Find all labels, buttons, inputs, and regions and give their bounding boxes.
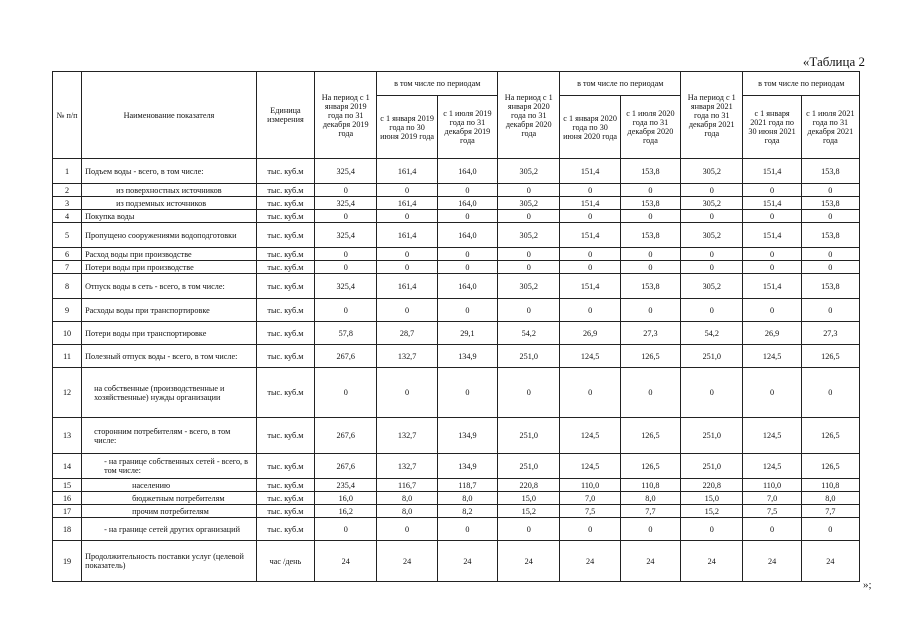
- value-cell: 325,4: [315, 274, 377, 299]
- value-cell: 24: [437, 541, 497, 582]
- value-cell: 0: [681, 210, 743, 223]
- value-cell: 7,0: [743, 492, 801, 505]
- table-row: [53, 345, 860, 368]
- unit-cell: тыс. куб.м: [256, 418, 314, 454]
- closing-quote: »;: [863, 579, 872, 591]
- value-cell: 0: [315, 368, 377, 418]
- value-cell: 132,7: [377, 345, 437, 368]
- table-body: [53, 159, 860, 582]
- table-row: [53, 159, 860, 184]
- indicator-name-cell: - на границе сетей других организаций: [82, 518, 257, 541]
- header-2019-h1: с 1 января 2019 года по 30 июня 2019 года: [377, 96, 437, 159]
- unit-cell: тыс. куб.м: [256, 184, 314, 197]
- value-cell: 151,4: [743, 197, 801, 210]
- value-cell: 251,0: [681, 418, 743, 454]
- value-cell: 0: [315, 299, 377, 322]
- value-cell: 153,8: [620, 159, 680, 184]
- row-number-cell: 3: [53, 197, 82, 210]
- value-cell: 305,2: [498, 159, 560, 184]
- value-cell: 153,8: [801, 159, 859, 184]
- value-cell: 118,7: [437, 479, 497, 492]
- row-number-cell: 2: [53, 184, 82, 197]
- value-cell: 0: [315, 261, 377, 274]
- row-number-cell: 8: [53, 274, 82, 299]
- value-cell: 126,5: [620, 418, 680, 454]
- unit-cell: тыс. куб.м: [256, 322, 314, 345]
- row-number-cell: 13: [53, 418, 82, 454]
- value-cell: 0: [801, 248, 859, 261]
- value-cell: 7,7: [801, 505, 859, 518]
- value-cell: 8,0: [377, 492, 437, 505]
- value-cell: 0: [437, 518, 497, 541]
- value-cell: 24: [498, 541, 560, 582]
- value-cell: 267,6: [315, 345, 377, 368]
- value-cell: 8,0: [377, 505, 437, 518]
- value-cell: 8,2: [437, 505, 497, 518]
- value-cell: 0: [498, 184, 560, 197]
- value-cell: 110,8: [620, 479, 680, 492]
- header-2021-h2: с 1 июля 2021 года по 31 декабря 2021 года: [801, 96, 859, 159]
- value-cell: 0: [498, 299, 560, 322]
- value-cell: 0: [620, 518, 680, 541]
- value-cell: 0: [620, 248, 680, 261]
- value-cell: 0: [498, 518, 560, 541]
- table-row: [53, 479, 860, 492]
- unit-cell: тыс. куб.м: [256, 274, 314, 299]
- header-subperiods-2020: в том числе по периодам: [560, 72, 681, 96]
- value-cell: 0: [315, 210, 377, 223]
- value-cell: 151,4: [560, 274, 620, 299]
- row-number-cell: 18: [53, 518, 82, 541]
- indicator-name-cell: Расходы воды при транспортировке: [82, 299, 257, 322]
- value-cell: 0: [743, 299, 801, 322]
- value-cell: 124,5: [743, 454, 801, 479]
- indicator-name-cell: из поверхностных источников: [82, 184, 257, 197]
- value-cell: 305,2: [498, 274, 560, 299]
- value-cell: 24: [681, 541, 743, 582]
- water-indicators-table: [52, 71, 860, 582]
- row-number-cell: 5: [53, 223, 82, 248]
- value-cell: 15,2: [498, 505, 560, 518]
- value-cell: 0: [437, 299, 497, 322]
- value-cell: 124,5: [560, 345, 620, 368]
- value-cell: 26,9: [743, 322, 801, 345]
- value-cell: 0: [377, 518, 437, 541]
- value-cell: 0: [315, 518, 377, 541]
- header-2020-h1: с 1 января 2020 года по 30 июня 2020 года: [560, 96, 620, 159]
- value-cell: 110,0: [743, 479, 801, 492]
- table-row: [53, 210, 860, 223]
- value-cell: 0: [560, 299, 620, 322]
- value-cell: 0: [620, 184, 680, 197]
- value-cell: 0: [801, 368, 859, 418]
- unit-cell: тыс. куб.м: [256, 345, 314, 368]
- value-cell: 132,7: [377, 454, 437, 479]
- value-cell: 164,0: [437, 159, 497, 184]
- value-cell: 0: [681, 248, 743, 261]
- value-cell: 251,0: [681, 454, 743, 479]
- table-row: [53, 299, 860, 322]
- value-cell: 220,8: [498, 479, 560, 492]
- value-cell: 110,0: [560, 479, 620, 492]
- value-cell: 325,4: [315, 223, 377, 248]
- header-subperiods-2021: в том числе по периодам: [743, 72, 860, 96]
- value-cell: 0: [498, 368, 560, 418]
- header-unit: Единица измерения: [256, 72, 314, 159]
- row-number-cell: 4: [53, 210, 82, 223]
- value-cell: 124,5: [743, 418, 801, 454]
- value-cell: 0: [560, 368, 620, 418]
- unit-cell: тыс. куб.м: [256, 479, 314, 492]
- value-cell: 16,2: [315, 505, 377, 518]
- value-cell: 126,5: [620, 345, 680, 368]
- value-cell: 305,2: [681, 197, 743, 210]
- header-period-2019: На период с 1 января 2019 года по 31 декабря 2019 года: [315, 72, 377, 159]
- unit-cell: тыс. куб.м: [256, 492, 314, 505]
- value-cell: 251,0: [498, 454, 560, 479]
- value-cell: 110,8: [801, 479, 859, 492]
- unit-cell: тыс. куб.м: [256, 261, 314, 274]
- value-cell: 0: [560, 184, 620, 197]
- value-cell: 54,2: [498, 322, 560, 345]
- value-cell: 151,4: [743, 223, 801, 248]
- unit-cell: тыс. куб.м: [256, 299, 314, 322]
- header-name: Наименование показателя: [82, 72, 257, 159]
- table-row: [53, 505, 860, 518]
- indicator-name-cell: Расход воды при производстве: [82, 248, 257, 261]
- value-cell: 153,8: [620, 223, 680, 248]
- header-period-2020: На период с 1 января 2020 года по 31 декабря 2020 года: [498, 72, 560, 159]
- value-cell: 16,0: [315, 492, 377, 505]
- value-cell: 151,4: [560, 223, 620, 248]
- value-cell: 161,4: [377, 223, 437, 248]
- value-cell: 305,2: [681, 223, 743, 248]
- value-cell: 26,9: [560, 322, 620, 345]
- table-row: [53, 454, 860, 479]
- value-cell: 251,0: [498, 418, 560, 454]
- value-cell: 124,5: [560, 454, 620, 479]
- value-cell: 126,5: [801, 418, 859, 454]
- value-cell: 0: [743, 210, 801, 223]
- value-cell: 24: [801, 541, 859, 582]
- value-cell: 0: [801, 299, 859, 322]
- value-cell: 305,2: [498, 197, 560, 210]
- indicator-name-cell: Потери воды при производстве: [82, 261, 257, 274]
- table-row: [53, 492, 860, 505]
- value-cell: 134,9: [437, 345, 497, 368]
- value-cell: 126,5: [620, 454, 680, 479]
- indicator-name-cell: Полезный отпуск воды - всего, в том числе:: [82, 345, 257, 368]
- value-cell: 7,5: [743, 505, 801, 518]
- value-cell: 0: [681, 299, 743, 322]
- value-cell: 24: [315, 541, 377, 582]
- value-cell: 0: [498, 261, 560, 274]
- value-cell: 0: [801, 261, 859, 274]
- value-cell: 15,0: [498, 492, 560, 505]
- value-cell: 161,4: [377, 274, 437, 299]
- indicator-name-cell: Потери воды при транспортировке: [82, 322, 257, 345]
- table-caption: «Таблица 2: [802, 54, 865, 69]
- value-cell: 164,0: [437, 197, 497, 210]
- value-cell: 24: [377, 541, 437, 582]
- value-cell: 134,9: [437, 418, 497, 454]
- row-number-cell: 7: [53, 261, 82, 274]
- value-cell: 0: [620, 261, 680, 274]
- value-cell: 0: [377, 368, 437, 418]
- value-cell: 0: [377, 184, 437, 197]
- value-cell: 8,0: [620, 492, 680, 505]
- value-cell: 251,0: [498, 345, 560, 368]
- value-cell: 0: [801, 210, 859, 223]
- value-cell: 164,0: [437, 223, 497, 248]
- value-cell: 0: [620, 210, 680, 223]
- value-cell: 305,2: [681, 159, 743, 184]
- unit-cell: тыс. куб.м: [256, 248, 314, 261]
- value-cell: 8,0: [437, 492, 497, 505]
- indicator-name-cell: бюджетным потребителям: [82, 492, 257, 505]
- table-row: [53, 197, 860, 210]
- value-cell: 151,4: [743, 159, 801, 184]
- value-cell: 0: [743, 261, 801, 274]
- value-cell: 0: [620, 368, 680, 418]
- value-cell: 161,4: [377, 197, 437, 210]
- table-row: [53, 418, 860, 454]
- unit-cell: час /день: [256, 541, 314, 582]
- value-cell: 0: [681, 368, 743, 418]
- value-cell: 153,8: [801, 197, 859, 210]
- header-2019-h2: с 1 июля 2019 года по 31 декабря 2019 года: [437, 96, 497, 159]
- value-cell: 267,6: [315, 418, 377, 454]
- table-row: [53, 261, 860, 274]
- value-cell: 164,0: [437, 274, 497, 299]
- row-number-cell: 17: [53, 505, 82, 518]
- value-cell: 0: [437, 261, 497, 274]
- value-cell: 251,0: [681, 345, 743, 368]
- table-row: [53, 184, 860, 197]
- value-cell: 116,7: [377, 479, 437, 492]
- table-row: [53, 248, 860, 261]
- indicator-name-cell: сторонним потребителям - всего, в том числе:: [82, 418, 257, 454]
- value-cell: 151,4: [560, 197, 620, 210]
- unit-cell: тыс. куб.м: [256, 197, 314, 210]
- table-row: [53, 274, 860, 299]
- value-cell: 220,8: [681, 479, 743, 492]
- value-cell: 151,4: [743, 274, 801, 299]
- value-cell: 153,8: [801, 274, 859, 299]
- value-cell: 15,2: [681, 505, 743, 518]
- value-cell: 0: [315, 248, 377, 261]
- table-row: [53, 223, 860, 248]
- table-row: [53, 541, 860, 582]
- value-cell: 0: [437, 368, 497, 418]
- header-subperiods-2019: в том числе по периодам: [377, 72, 498, 96]
- row-number-cell: 12: [53, 368, 82, 418]
- value-cell: 0: [437, 248, 497, 261]
- value-cell: 27,3: [801, 322, 859, 345]
- row-number-cell: 10: [53, 322, 82, 345]
- value-cell: 0: [315, 184, 377, 197]
- value-cell: 235,4: [315, 479, 377, 492]
- value-cell: 0: [681, 518, 743, 541]
- row-number-cell: 19: [53, 541, 82, 582]
- table-row: [53, 518, 860, 541]
- value-cell: 0: [377, 210, 437, 223]
- indicator-name-cell: из подземных источников: [82, 197, 257, 210]
- header-period-2021: На период с 1 января 2021 года по 31 декабря 2021 года: [681, 72, 743, 159]
- value-cell: 28,7: [377, 322, 437, 345]
- value-cell: 29,1: [437, 322, 497, 345]
- value-cell: 0: [560, 210, 620, 223]
- header-2020-h2: с 1 июля 2020 года по 31 декабря 2020 года: [620, 96, 680, 159]
- row-number-cell: 15: [53, 479, 82, 492]
- value-cell: 54,2: [681, 322, 743, 345]
- indicator-name-cell: Продолжительность поставки услуг (целевой показатель): [82, 541, 257, 582]
- indicator-name-cell: Отпуск воды в сеть - всего, в том числе:: [82, 274, 257, 299]
- value-cell: 0: [377, 261, 437, 274]
- value-cell: 124,5: [743, 345, 801, 368]
- indicator-name-cell: на собственные (производственные и хозяйственные) нужды организации: [82, 368, 257, 418]
- value-cell: 0: [801, 518, 859, 541]
- value-cell: 0: [377, 248, 437, 261]
- value-cell: 57,8: [315, 322, 377, 345]
- value-cell: 24: [620, 541, 680, 582]
- row-number-cell: 9: [53, 299, 82, 322]
- value-cell: 0: [681, 184, 743, 197]
- row-number-cell: 14: [53, 454, 82, 479]
- value-cell: 124,5: [560, 418, 620, 454]
- indicator-name-cell: Подъем воды - всего, в том числе:: [82, 159, 257, 184]
- row-number-cell: 11: [53, 345, 82, 368]
- value-cell: 0: [560, 248, 620, 261]
- value-cell: 24: [560, 541, 620, 582]
- value-cell: 132,7: [377, 418, 437, 454]
- unit-cell: тыс. куб.м: [256, 454, 314, 479]
- value-cell: 153,8: [801, 223, 859, 248]
- unit-cell: тыс. куб.м: [256, 210, 314, 223]
- value-cell: 153,8: [620, 274, 680, 299]
- row-number-cell: 6: [53, 248, 82, 261]
- value-cell: 126,5: [801, 454, 859, 479]
- value-cell: 0: [743, 518, 801, 541]
- value-cell: 7,7: [620, 505, 680, 518]
- table-row: [53, 368, 860, 418]
- indicator-name-cell: прочим потребителям: [82, 505, 257, 518]
- value-cell: 0: [560, 261, 620, 274]
- header-num: № п/п: [53, 72, 82, 159]
- value-cell: 134,9: [437, 454, 497, 479]
- value-cell: 305,2: [681, 274, 743, 299]
- value-cell: 0: [801, 184, 859, 197]
- value-cell: 0: [498, 210, 560, 223]
- row-number-cell: 16: [53, 492, 82, 505]
- table-row: [53, 322, 860, 345]
- value-cell: 24: [743, 541, 801, 582]
- value-cell: 126,5: [801, 345, 859, 368]
- row-number-cell: 1: [53, 159, 82, 184]
- value-cell: 161,4: [377, 159, 437, 184]
- header-2021-h1: с 1 января 2021 года по 30 июня 2021 года: [743, 96, 801, 159]
- value-cell: 305,2: [498, 223, 560, 248]
- value-cell: 15,0: [681, 492, 743, 505]
- value-cell: 0: [743, 184, 801, 197]
- value-cell: 0: [743, 368, 801, 418]
- indicator-name-cell: Пропущено сооружениями водоподготовки: [82, 223, 257, 248]
- unit-cell: тыс. куб.м: [256, 223, 314, 248]
- unit-cell: тыс. куб.м: [256, 368, 314, 418]
- indicator-name-cell: Покупка воды: [82, 210, 257, 223]
- indicator-name-cell: населению: [82, 479, 257, 492]
- value-cell: 0: [620, 299, 680, 322]
- value-cell: 7,5: [560, 505, 620, 518]
- indicator-name-cell: - на границе собственных сетей - всего, в том числе:: [82, 454, 257, 479]
- value-cell: 325,4: [315, 159, 377, 184]
- value-cell: 325,4: [315, 197, 377, 210]
- value-cell: 151,4: [560, 159, 620, 184]
- unit-cell: тыс. куб.м: [256, 518, 314, 541]
- value-cell: 0: [437, 184, 497, 197]
- unit-cell: тыс. куб.м: [256, 505, 314, 518]
- value-cell: 0: [743, 248, 801, 261]
- value-cell: 0: [377, 299, 437, 322]
- value-cell: 0: [437, 210, 497, 223]
- unit-cell: тыс. куб.м: [256, 159, 314, 184]
- value-cell: 7,0: [560, 492, 620, 505]
- value-cell: 0: [681, 261, 743, 274]
- value-cell: 27,3: [620, 322, 680, 345]
- value-cell: 8,0: [801, 492, 859, 505]
- value-cell: 267,6: [315, 454, 377, 479]
- value-cell: 0: [498, 248, 560, 261]
- value-cell: 153,8: [620, 197, 680, 210]
- value-cell: 0: [560, 518, 620, 541]
